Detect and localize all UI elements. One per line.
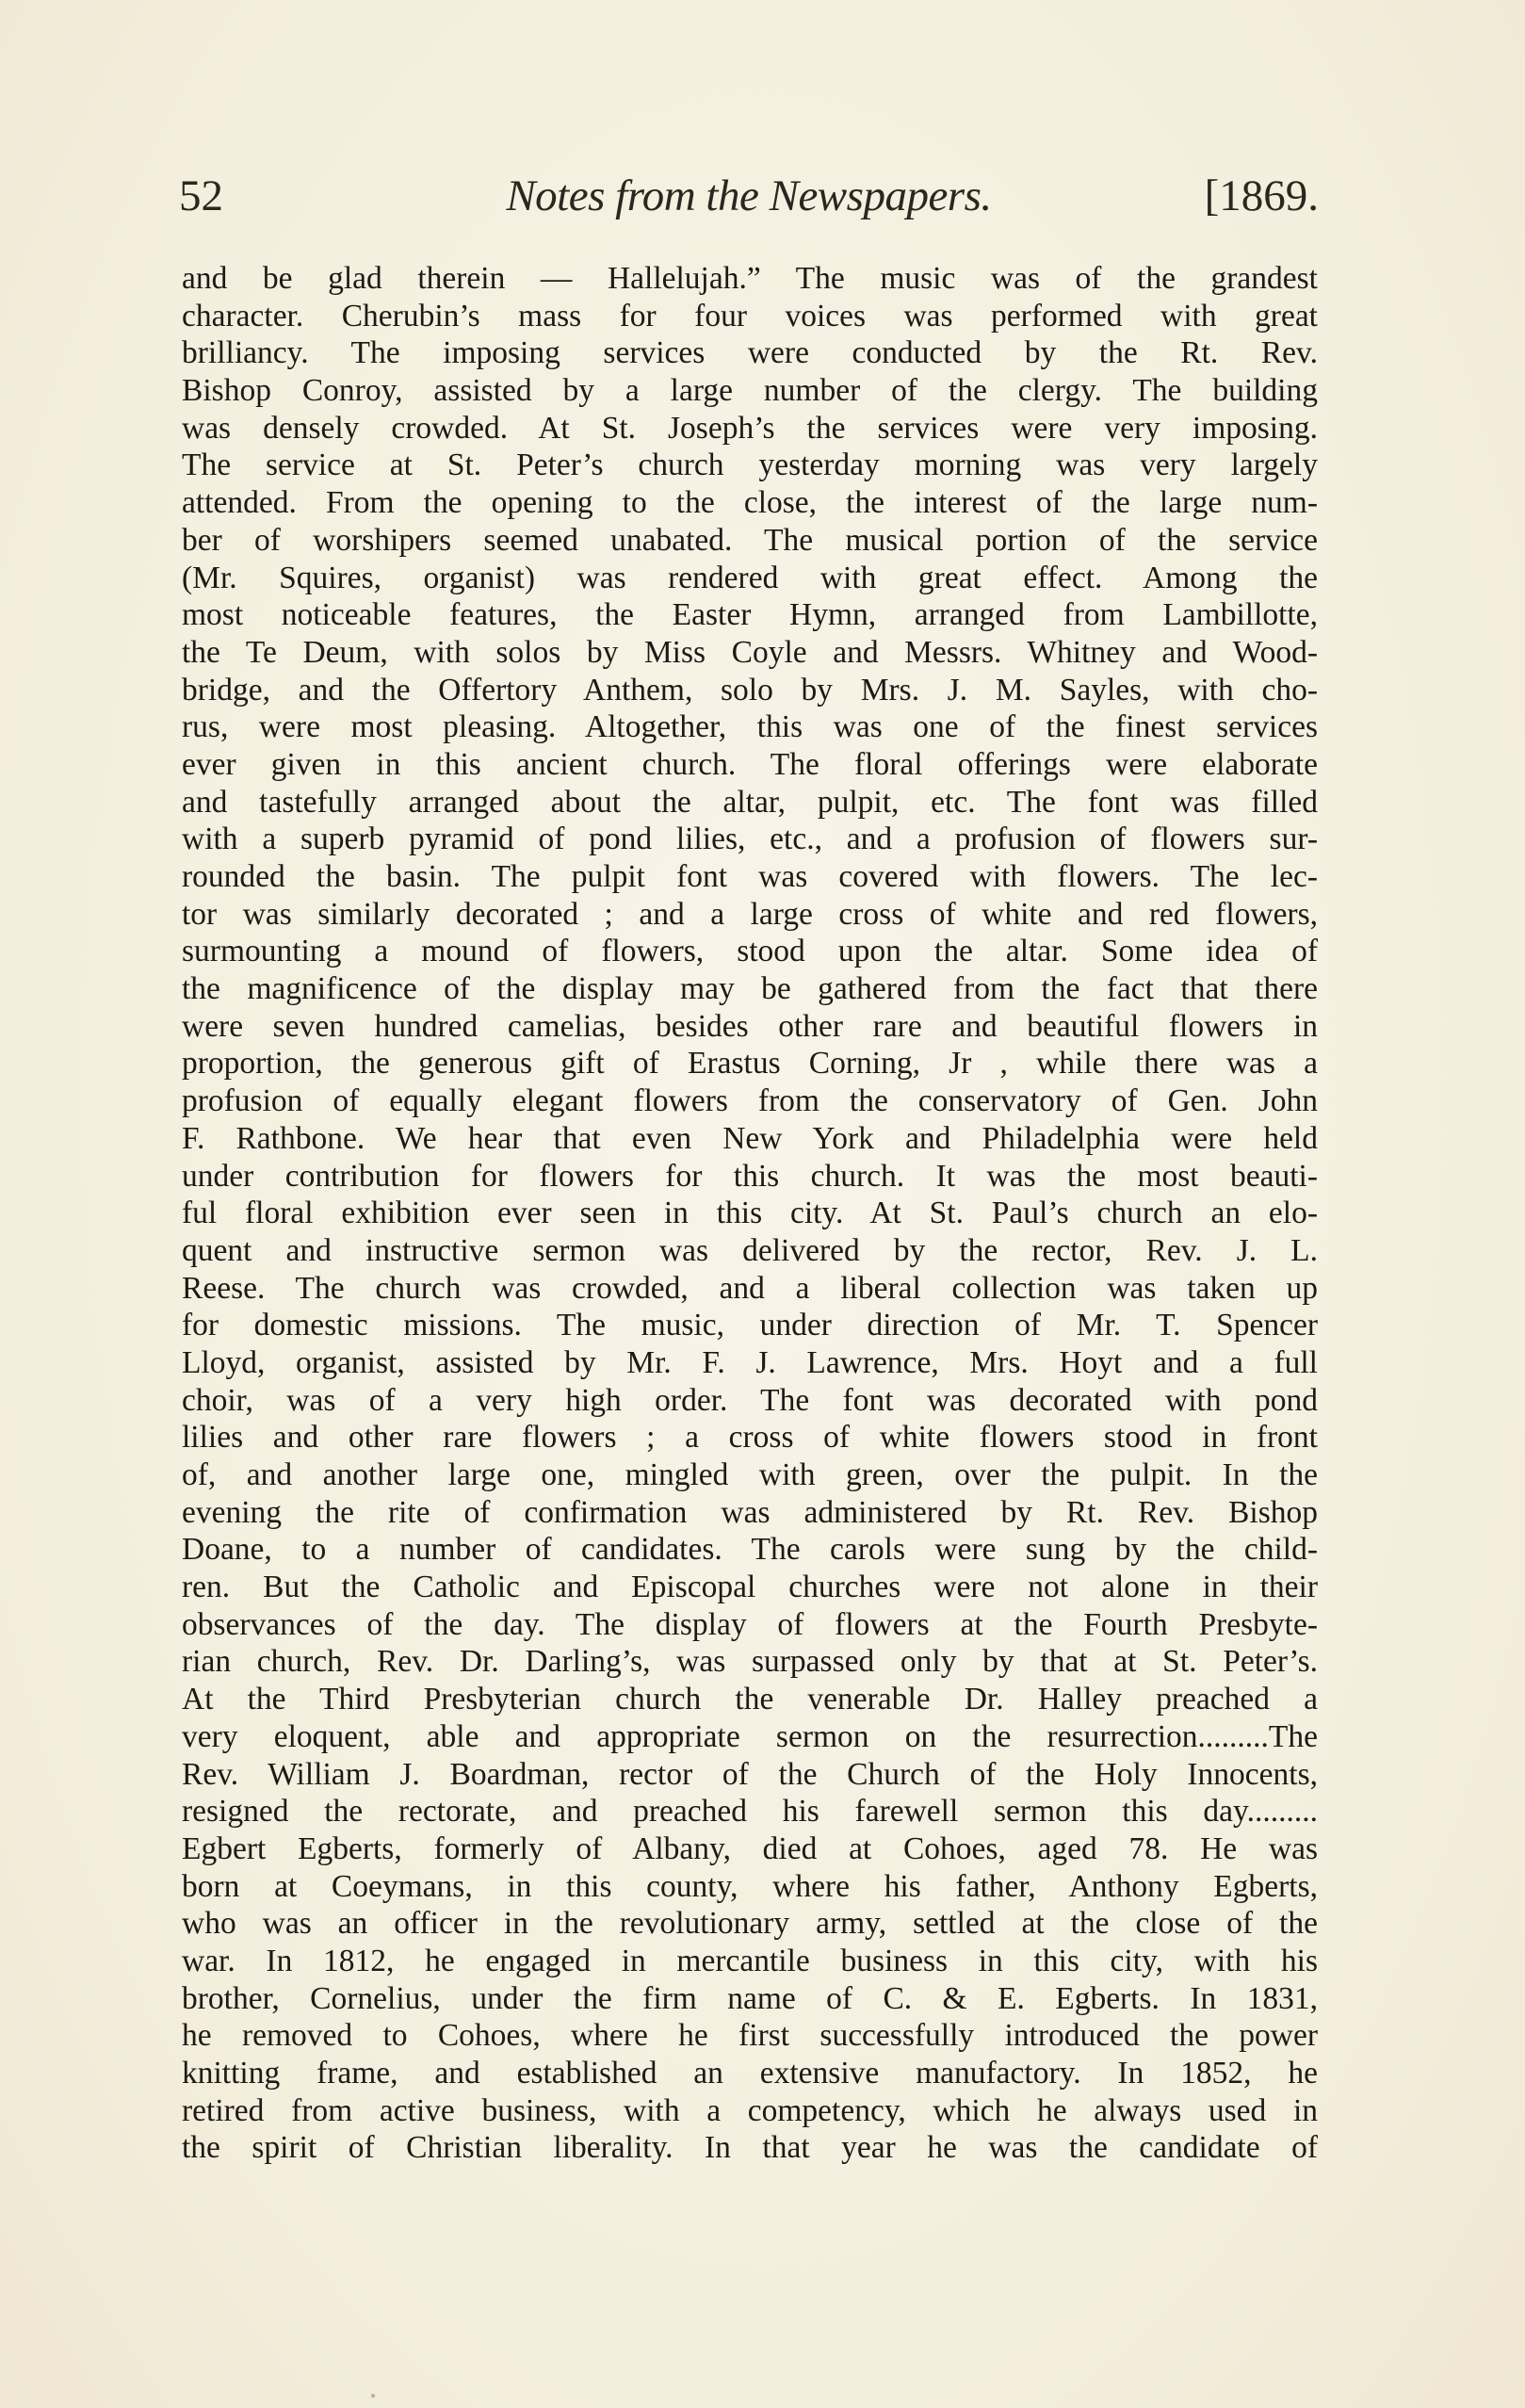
text-line: rian church, Rev. Dr. Darling’s, was surpassed only by that at St. Peter’s. <box>182 1644 1318 1680</box>
text-line: he removed to Cohoes, where he first successfully introduced the power <box>182 2018 1318 2054</box>
text-line: ren. But the Catholic and Episcopal churches were not alone in their <box>182 1570 1318 1605</box>
running-head <box>179 168 1319 224</box>
text-line: of, and another large one, mingled with green, over the pulpit. In the <box>182 1457 1318 1492</box>
text-line: the spirit of Christian liberality. In that year he was the candidate of <box>182 2130 1318 2166</box>
text-line: brilliancy. The imposing services were conducted by the Rt. Rev. <box>182 335 1318 371</box>
text-line: evening the rite of confirmation was administered by Rt. Rev. Bishop <box>182 1494 1318 1530</box>
text-line: brother, Cornelius, under the firm name of C. & E. Egberts. In 1831, <box>182 1980 1318 2016</box>
text-line: Egbert Egberts, formerly of Albany, died at Cohoes, aged 78. He was <box>182 1830 1318 1866</box>
text-line: Doane, to a number of candidates. The carols were sung by the child- <box>182 1532 1318 1568</box>
text-line: who was an officer in the revolutionary army, settled at the close of the <box>182 1906 1318 1942</box>
text-line: most noticeable features, the Easter Hymn, arranged from Lambillotte, <box>182 597 1318 633</box>
running-title: Notes from the Newspapers. <box>506 171 992 220</box>
text-line: the Te Deum, with solos by Miss Coyle and Messrs. Whitney and Wood- <box>182 634 1318 670</box>
text-line: bridge, and the Offertory Anthem, solo by Mrs. J. M. Sayles, with cho- <box>182 672 1318 708</box>
text-line: and tastefully arranged about the altar, pulpit, etc. The font was filled <box>182 784 1318 820</box>
text-line: observances of the day. The display of flowers at the Fourth Presbyte- <box>182 1606 1318 1642</box>
text-line: war. In 1812, he engaged in mercantile business in this city, with his <box>182 1943 1318 1978</box>
text-line: for domestic missions. The music, under direction of Mr. T. Spencer <box>182 1308 1318 1343</box>
text-line: (Mr. Squires, organist) was rendered with great effect. Among the <box>182 560 1318 595</box>
text-line: Lloyd, organist, assisted by Mr. F. J. Lawrence, Mrs. Hoyt and a full <box>182 1344 1318 1380</box>
text-line: rounded the basin. The pulpit font was covered with flowers. The lec- <box>182 859 1318 894</box>
text-line: profusion of equally elegant flowers from the conservatory of Gen. John <box>182 1083 1318 1119</box>
paper-speck <box>371 2394 375 2398</box>
text-line: ful floral exhibition ever seen in this city. At St. Paul’s church an elo- <box>182 1196 1318 1231</box>
text-line: character. Cherubin’s mass for four voices was performed with great <box>182 298 1318 334</box>
text-line: with a superb pyramid of pond lilies, etc., and a profusion of flowers sur- <box>182 822 1318 857</box>
body-text <box>182 260 1318 2167</box>
text-line: The service at St. Peter’s church yesterday morning was very largely <box>182 447 1318 483</box>
text-line: rus, were most pleasing. Altogether, this was one of the finest services <box>182 709 1318 745</box>
text-line: quent and instructive sermon was delivered by the rector, Rev. J. L. <box>182 1232 1318 1268</box>
text-line: retired from active business, with a competency, which he always used in <box>182 2092 1318 2128</box>
text-line: knitting frame, and established an extensive manufactory. In 1852, he <box>182 2056 1318 2091</box>
text-line: resigned the rectorate, and preached his farewell sermon this day......... <box>182 1794 1318 1830</box>
text-line: choir, was of a very high order. The font was decorated with pond <box>182 1382 1318 1418</box>
text-line: F. Rathbone. We hear that even New York and Philadelphia were held <box>182 1120 1318 1156</box>
running-year: [1869. <box>1204 171 1319 220</box>
text-line: was densely crowded. At St. Joseph’s the services were very imposing. <box>182 410 1318 446</box>
text-line: proportion, the generous gift of Erastus Corning, Jr , while there was a <box>182 1046 1318 1082</box>
text-line: and be glad therein — Hallelujah.” The music was of the grandest <box>182 261 1318 296</box>
text-line: Rev. William J. Boardman, rector of the Church of the Holy Innocents, <box>182 1756 1318 1792</box>
text-line: the magnificence of the display may be gathered from the fact that there <box>182 971 1318 1007</box>
text-line: ever given in this ancient church. The floral offerings were elaborate <box>182 746 1318 782</box>
text-line: surmounting a mound of flowers, stood upon the altar. Some idea of <box>182 934 1318 969</box>
text-line: attended. From the opening to the close, the interest of the large num- <box>182 485 1318 521</box>
text-line: very eloquent, able and appropriate sermon on the resurrection.........The <box>182 1718 1318 1754</box>
text-line: lilies and other rare flowers ; a cross of white flowers stood in front <box>182 1420 1318 1456</box>
page-number: 52 <box>179 171 223 220</box>
text-line: At the Third Presbyterian church the venerable Dr. Halley preached a <box>182 1682 1318 1717</box>
text-line: Bishop Conroy, assisted by a large number of the clergy. The building <box>182 373 1318 409</box>
text-line: tor was similarly decorated ; and a large cross of white and red flowers, <box>182 896 1318 932</box>
text-line: Reese. The church was crowded, and a liberal collection was taken up <box>182 1270 1318 1306</box>
text-line: born at Coeymans, in this county, where his father, Anthony Egberts, <box>182 1868 1318 1904</box>
text-line: ber of worshipers seemed unabated. The musical portion of the service <box>182 522 1318 558</box>
text-line: under contribution for flowers for this church. It was the most beauti- <box>182 1158 1318 1194</box>
text-line: were seven hundred camelias, besides other rare and beautiful flowers in <box>182 1008 1318 1044</box>
